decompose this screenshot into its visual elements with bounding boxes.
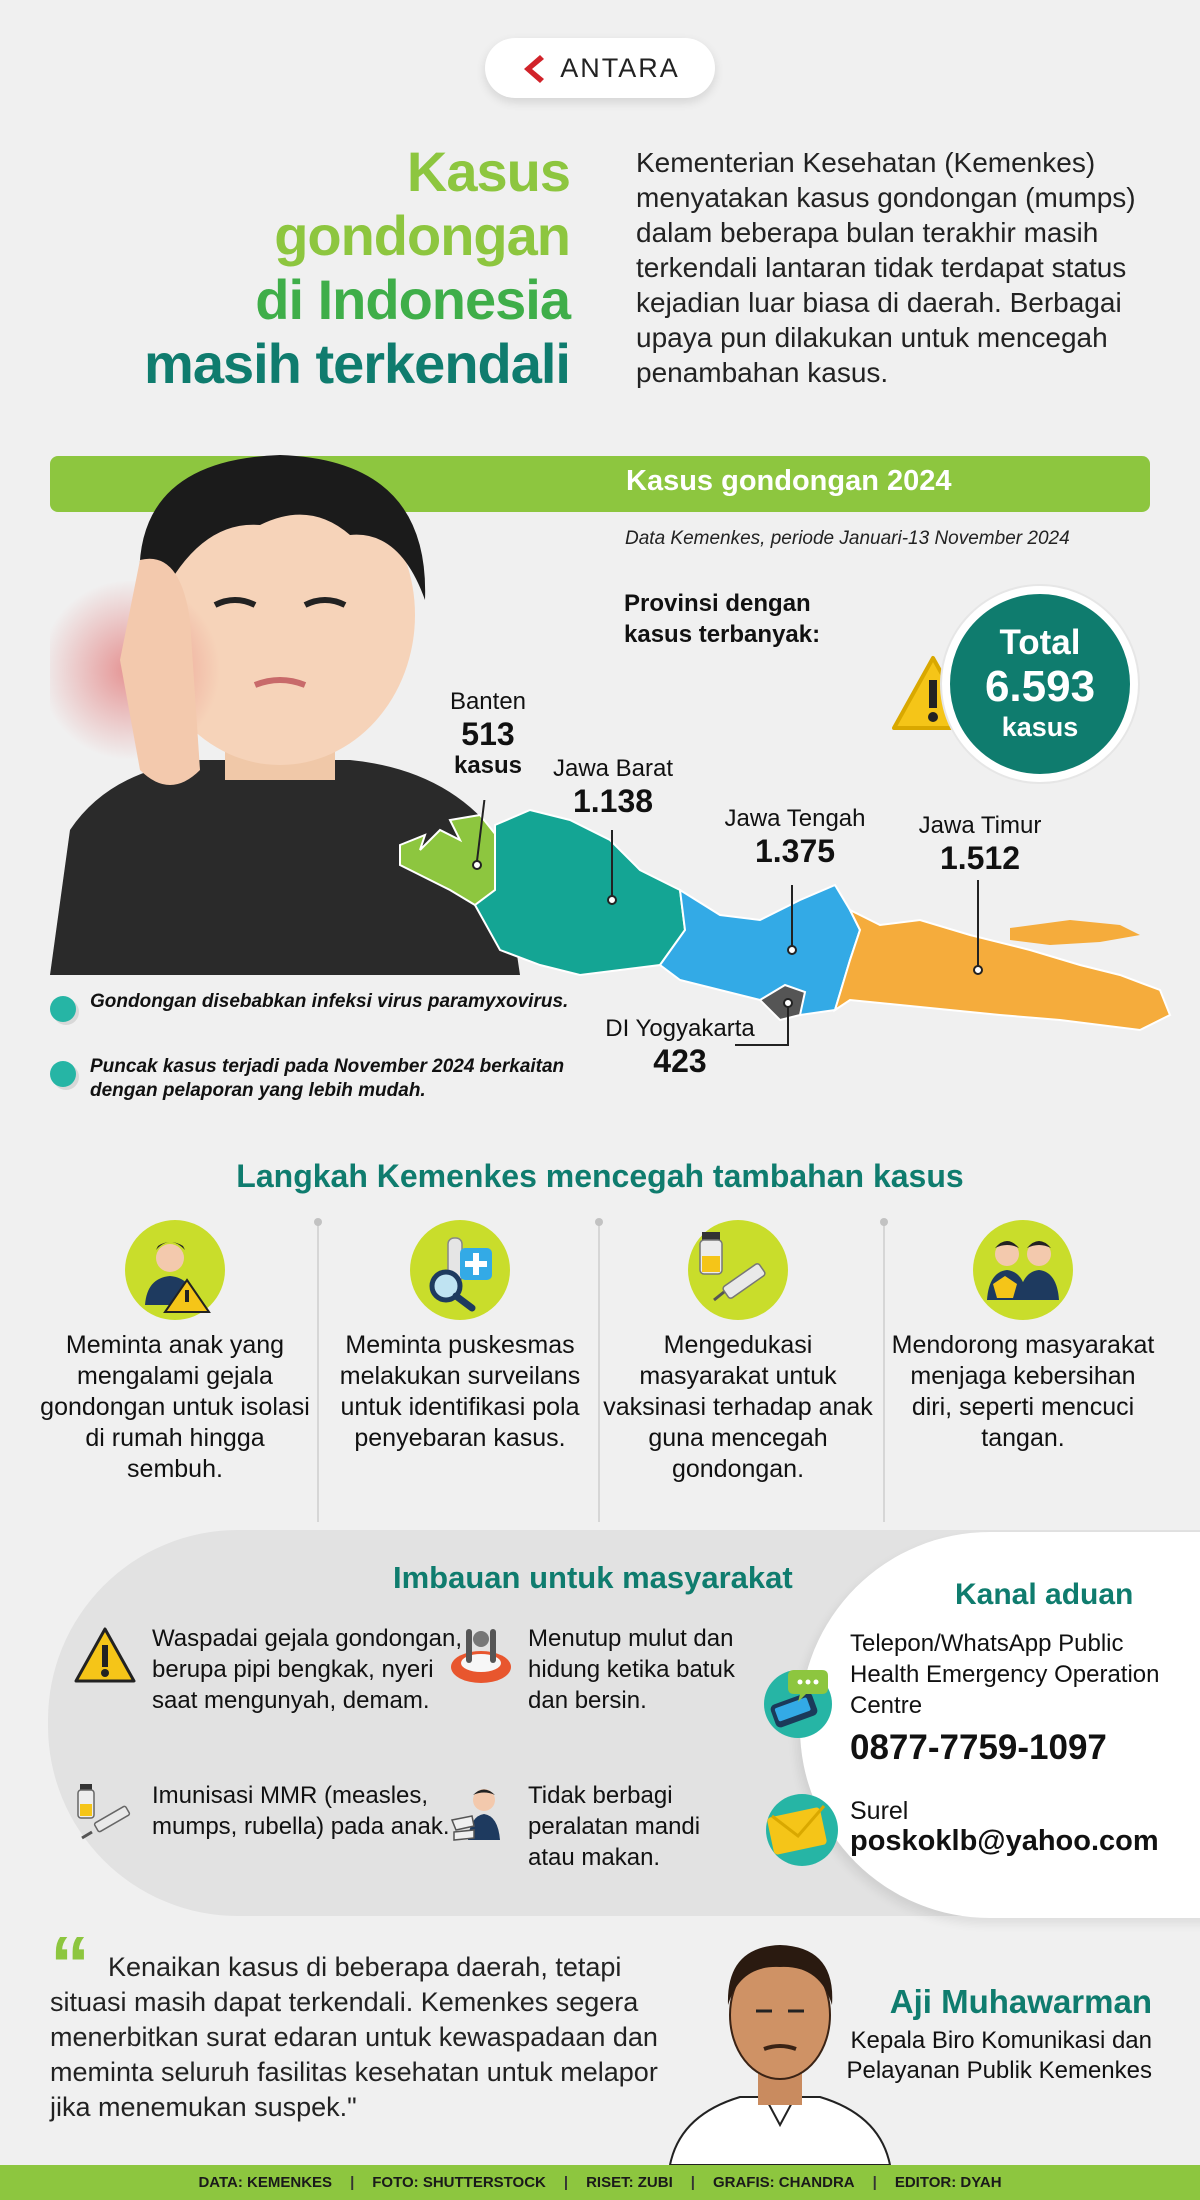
step-item (325, 1220, 595, 1454)
steps-title: Langkah Kemenkes mencegah tambahan kasus (236, 1158, 964, 1194)
source-note: Data Kemenkes, periode Januari-13 November 2024 (625, 528, 1070, 549)
antara-logo (485, 38, 715, 98)
complaint-title: Kanal aduan (955, 1578, 1134, 1611)
step-text: Mengedukasi masyarakat untuk vaksinasi terhadap anak guna mencegah gondongan. (603, 1331, 873, 1483)
province-value: 1.138 (572, 783, 654, 819)
province-name: DI Yogyakarta (605, 1015, 755, 1042)
province-value: 423 (653, 1043, 707, 1079)
credit-separator: | (350, 2174, 355, 2191)
email-address: poskoklb@yahoo.com (850, 1825, 1159, 1857)
credit-graphics: GRAFIS: CHANDRA (712, 2174, 855, 2191)
total-label: Total (999, 623, 1081, 662)
divider (317, 1222, 319, 1522)
step-item (888, 1220, 1158, 1454)
cover-mouth-icon (448, 1623, 514, 1689)
credit-separator: | (690, 2174, 695, 2191)
step-item (603, 1220, 873, 1485)
credit-separator: | (563, 2174, 569, 2191)
step-item (40, 1220, 310, 1485)
fact-item (50, 1055, 570, 1103)
province-unit: kasus (453, 752, 523, 779)
mail-icon (762, 1790, 842, 1870)
title-line-1: Kasus (406, 140, 570, 203)
advice-text: Imunisasi MMR (measles, mumps, rubella) pada anak. (152, 1782, 450, 1840)
phone-label: Telepon/WhatsApp Public Health Emergency Operation Centre (850, 1630, 1160, 1719)
total-cases-badge (942, 586, 1138, 782)
province-value: 513 (461, 716, 515, 752)
advice-item (448, 1623, 748, 1716)
step-text: Mendorong masyarakat menjaga kebersihan diri, seperti mencuci tangan. (891, 1331, 1155, 1452)
step-text: Meminta anak yang mengalami gejala gondongan untuk isolasi di rumah hingga sembuh. (40, 1331, 310, 1483)
divider (598, 1222, 600, 1522)
fact-text: Gondongan disebabkan infeksi virus paramyxovirus. (90, 991, 569, 1012)
total-value: 6.593 (984, 662, 1096, 711)
no-sharing-icon (448, 1780, 514, 1846)
fact-text: Puncak kasus terjadi pada November 2024 berkaitan dengan pelaporan yang lebih mudah. (90, 1056, 565, 1101)
map-island-madura (1010, 920, 1140, 945)
intro-paragraph: Kementerian Kesehatan (Kemenkes) menyatakan kasus gondongan (mumps) dalam beberapa bulan terakhir masih terkendali lantaran tidak terdapat status kejadian luar biasa di daerah. Berbagai upaya pun dilakukan untuk mencegah penambahan kasus. (636, 147, 1136, 388)
province-name: Jawa Tengah (724, 805, 866, 832)
bullet-dot-icon (50, 1061, 76, 1087)
quote-mark-icon: “ (50, 1920, 90, 2009)
logo-text: ANTARA (560, 52, 680, 83)
divider (883, 1222, 885, 1522)
province-value: 1.512 (939, 840, 1021, 876)
vaccine-syringe-icon (688, 1220, 788, 1320)
speaker-role: Kepala Biro Komunikasi dan Pelayanan Publik Kemenkes (846, 2027, 1152, 2084)
title-line-4: masih terkendali (144, 332, 570, 395)
map-region-jawa-tengah (660, 885, 860, 1015)
province-name: Jawa Barat (552, 755, 674, 782)
phone-chat-icon (758, 1662, 838, 1742)
isolation-warning-icon (125, 1220, 225, 1320)
credit-data: DATA: KEMENKES (198, 2174, 333, 2191)
provinces-title: Provinsi dengan kasus terbanyak: (624, 590, 821, 648)
surveillance-clinic-icon (410, 1220, 510, 1320)
province-name: Jawa Timur (918, 812, 1042, 839)
credit-editor: EDITOR: DYAH (894, 2174, 1002, 2191)
province-name: Banten (449, 688, 527, 715)
title-line-3: di Indonesia (255, 268, 570, 331)
advice-item (448, 1780, 748, 1873)
province-banten (438, 688, 538, 780)
warning-icon (72, 1623, 138, 1689)
title-line-2: gondongan (274, 204, 570, 267)
advice-text: Tidak berbagi peralatan mandi atau makan. (528, 1782, 701, 1871)
advice-item (72, 1780, 472, 1846)
page-title (60, 140, 570, 396)
antara-logo-icon (520, 51, 554, 85)
map-region-jawa-barat (475, 810, 685, 975)
advice-item (72, 1623, 472, 1716)
hygiene-people-icon (973, 1220, 1073, 1320)
advice-title: Imbauan untuk masyarakat (393, 1560, 793, 1595)
province-jawa-timur (900, 812, 1060, 876)
immunization-icon (72, 1780, 138, 1846)
speaker-name: Aji Muhawarman (889, 1983, 1152, 2020)
phone-number: 0877-7759-1097 (850, 1728, 1107, 1767)
bullet-dot-icon (50, 996, 76, 1022)
province-jawa-tengah (710, 805, 880, 869)
total-unit: kasus (1001, 712, 1079, 742)
credits-footer (0, 2165, 1200, 2200)
province-value: 1.375 (754, 833, 836, 869)
province-yogyakarta (595, 1015, 765, 1079)
fact-item (50, 990, 570, 1022)
email-label: Surel (850, 1797, 909, 1825)
advice-text: Waspadai gejala gondongan, berupa pipi bengkak, nyeri saat mengunyah, demam. (152, 1625, 463, 1714)
advice-text: Menutup mulut dan hidung ketika batuk dan bersin. (528, 1625, 735, 1714)
step-text: Meminta puskesmas melakukan surveilans untuk identifikasi pola penyebaran kasus. (339, 1331, 581, 1452)
quote-text: Kenaikan kasus di beberapa daerah, tetapi situasi masih dapat terkendali. Kemenkes segera menerbitkan surat edaran untuk kewaspadaan dan meminta seluruh fasilitas kesehatan untuk melapor jika menemukan suspek." (50, 1952, 658, 2122)
credit-research: RISET: ZUBI (586, 2174, 673, 2191)
province-jawa-barat (538, 755, 688, 819)
cases-title: Kasus gondongan 2024 (626, 465, 952, 497)
credit-photo: FOTO: SHUTTERSTOCK (372, 2174, 546, 2191)
map-region-banten (400, 815, 500, 905)
credit-separator: | (872, 2174, 877, 2191)
